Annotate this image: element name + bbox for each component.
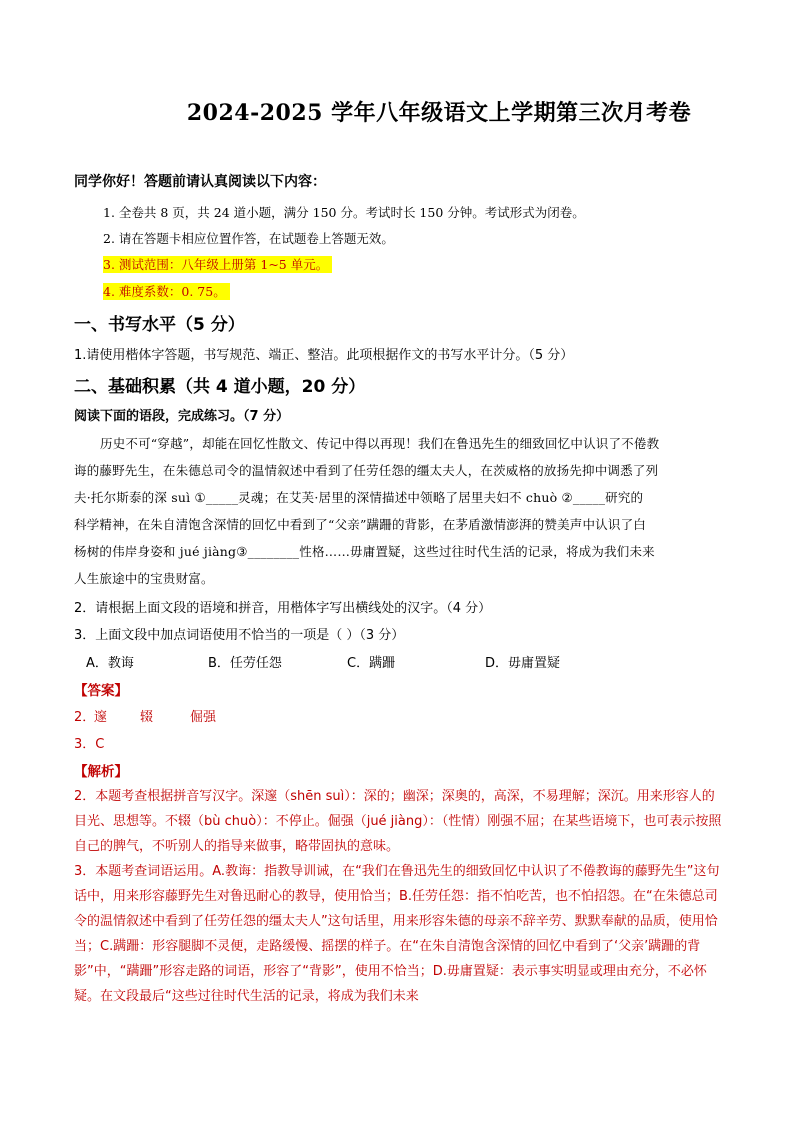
passage-line-4: 科学精神，在朱自清饱含深情的回忆中看到了“父亲”蹒跚的背影，在茅盾激情澎湃的赞美声中认识了白 — [74, 517, 646, 532]
section-2-title: 二、基础积累（共 4 道小题，20 分） — [74, 377, 366, 397]
notice-item-3-highlight: 3. 测试范围：八年级上册第 1~5 单元。 — [103, 256, 332, 273]
analysis-label: 【解析】 — [74, 764, 128, 780]
page-title: 2024-2025 学年八年级语文上学期第三次月考卷 — [186, 100, 692, 126]
answer-2-word-2: 辍 — [140, 710, 154, 725]
notice-item-3 — [103, 255, 332, 273]
answer-2-word-3: 倔强 — [190, 710, 217, 725]
passage-line-6: 人生旅途中的宝贵财富。 — [74, 571, 214, 586]
notice-heading: 同学你好！答题前请认真阅读以下内容： — [74, 174, 326, 190]
question-3-options — [0, 652, 794, 672]
option-b: B．任劳任怨 — [208, 656, 282, 671]
option-c: C．蹒跚 — [347, 656, 396, 671]
answer-2-word-1: 邃 — [94, 710, 108, 725]
answer-2: 2． 邃 辍 倔强 — [74, 706, 374, 726]
reading-intro: 阅读下面的语段，完成练习。（7 分） — [74, 409, 290, 424]
notice-item-4 — [103, 282, 230, 300]
analysis-paragraph-2: 2．本题考查根据拼音写汉字。深邃（shēn suì）：深的；幽深；深奥的，高深，不易理解；深沉。用来形容人的目光、思想等。不辍（bù chuò）：不停止。倔强（jué jiàng）：（性情）刚强不屈；在某些语境下，也可表示按照自己的脾气，不听别人的指导来做事，略带固执的意味。 — [74, 789, 722, 854]
answer-label: 【答案】 — [74, 683, 128, 699]
passage-line-5: 杨树的伟岸身姿和 jué jiàng③________性格……毋庸置疑，这些过往时代生活的记录，将成为我们未来 — [74, 544, 655, 559]
notice-item-4-highlight: 4. 难度系数：0. 75。 — [103, 283, 230, 300]
question-1: 1.请使用楷体字答题，书写规范、端正、整洁。此项根据作文的书写水平计分。（5 分） — [74, 348, 574, 363]
passage-line-3: 夫·托尔斯泰的深 suì ①_____灵魂；在艾芙·居里的深情描述中领略了居里夫妇不 chuò ②_____研究的 — [74, 490, 644, 505]
notice-item-2: 2. 请在答题卡相应位置作答，在试题卷上答题无效。 — [103, 231, 394, 246]
answer-3: 3．C — [74, 737, 105, 752]
section-1-title: 一、书写水平（5 分） — [74, 315, 245, 335]
option-a: A．教诲 — [86, 656, 134, 671]
question-3: 3．上面文段中加点词语使用不恰当的一项是（ ）（3 分） — [74, 628, 405, 643]
passage-line-2: 诲的藤野先生，在朱德总司令的温情叙述中看到了任劳任怨的缰太夫人，在茨威格的放扬先抑中调悉了列 — [74, 463, 659, 478]
analysis-paragraph-3: 3．本题考查词语运用。A.教诲：指教导训诫，在“我们在鲁迅先生的细致回忆中认识了不倦教诲的藤野先生”这句话中，用来形容藤野先生对鲁迅耐心的教导，使用恰当；B.任劳任怨：指不怕吃苦，也不怕招怨。在“在朱德总司令的温情叙述中看到了任劳任怨的缰太夫人”这句话里，用来形容朱德的母亲不辞辛劳、默默奉献的品质，使用恰当；C.蹒跚：形容腿脚不灵便，走路缓慢、摇摆的样子。在“在朱自清饱含深情的回忆中看到了‘父亲’蹒跚的背影”中，“蹒跚”形容走路的词语，形容了“背影”，使用不恰当；D.毋庸置疑：表示事实明显或理由充分，不必怀疑。在文段最后“这些过往时代生活的记录，将成为我们未来 — [74, 864, 720, 1004]
notice-item-1: 1. 全卷共 8 页，共 24 道小题，满分 150 分。考试时长 150 分钟。考试形式为闭卷。 — [103, 205, 585, 220]
question-2: 2．请根据上面文段的语境和拼音，用楷体字写出横线处的汉字。（4 分） — [74, 601, 492, 616]
analysis-body — [74, 784, 722, 1009]
passage-line-1: 历史不可“穿越”，却能在回忆性散文、传记中得以再现！我们在鲁迅先生的细致回忆中认识了不倦教 — [100, 436, 660, 451]
option-d: D．毋庸置疑 — [485, 656, 561, 671]
